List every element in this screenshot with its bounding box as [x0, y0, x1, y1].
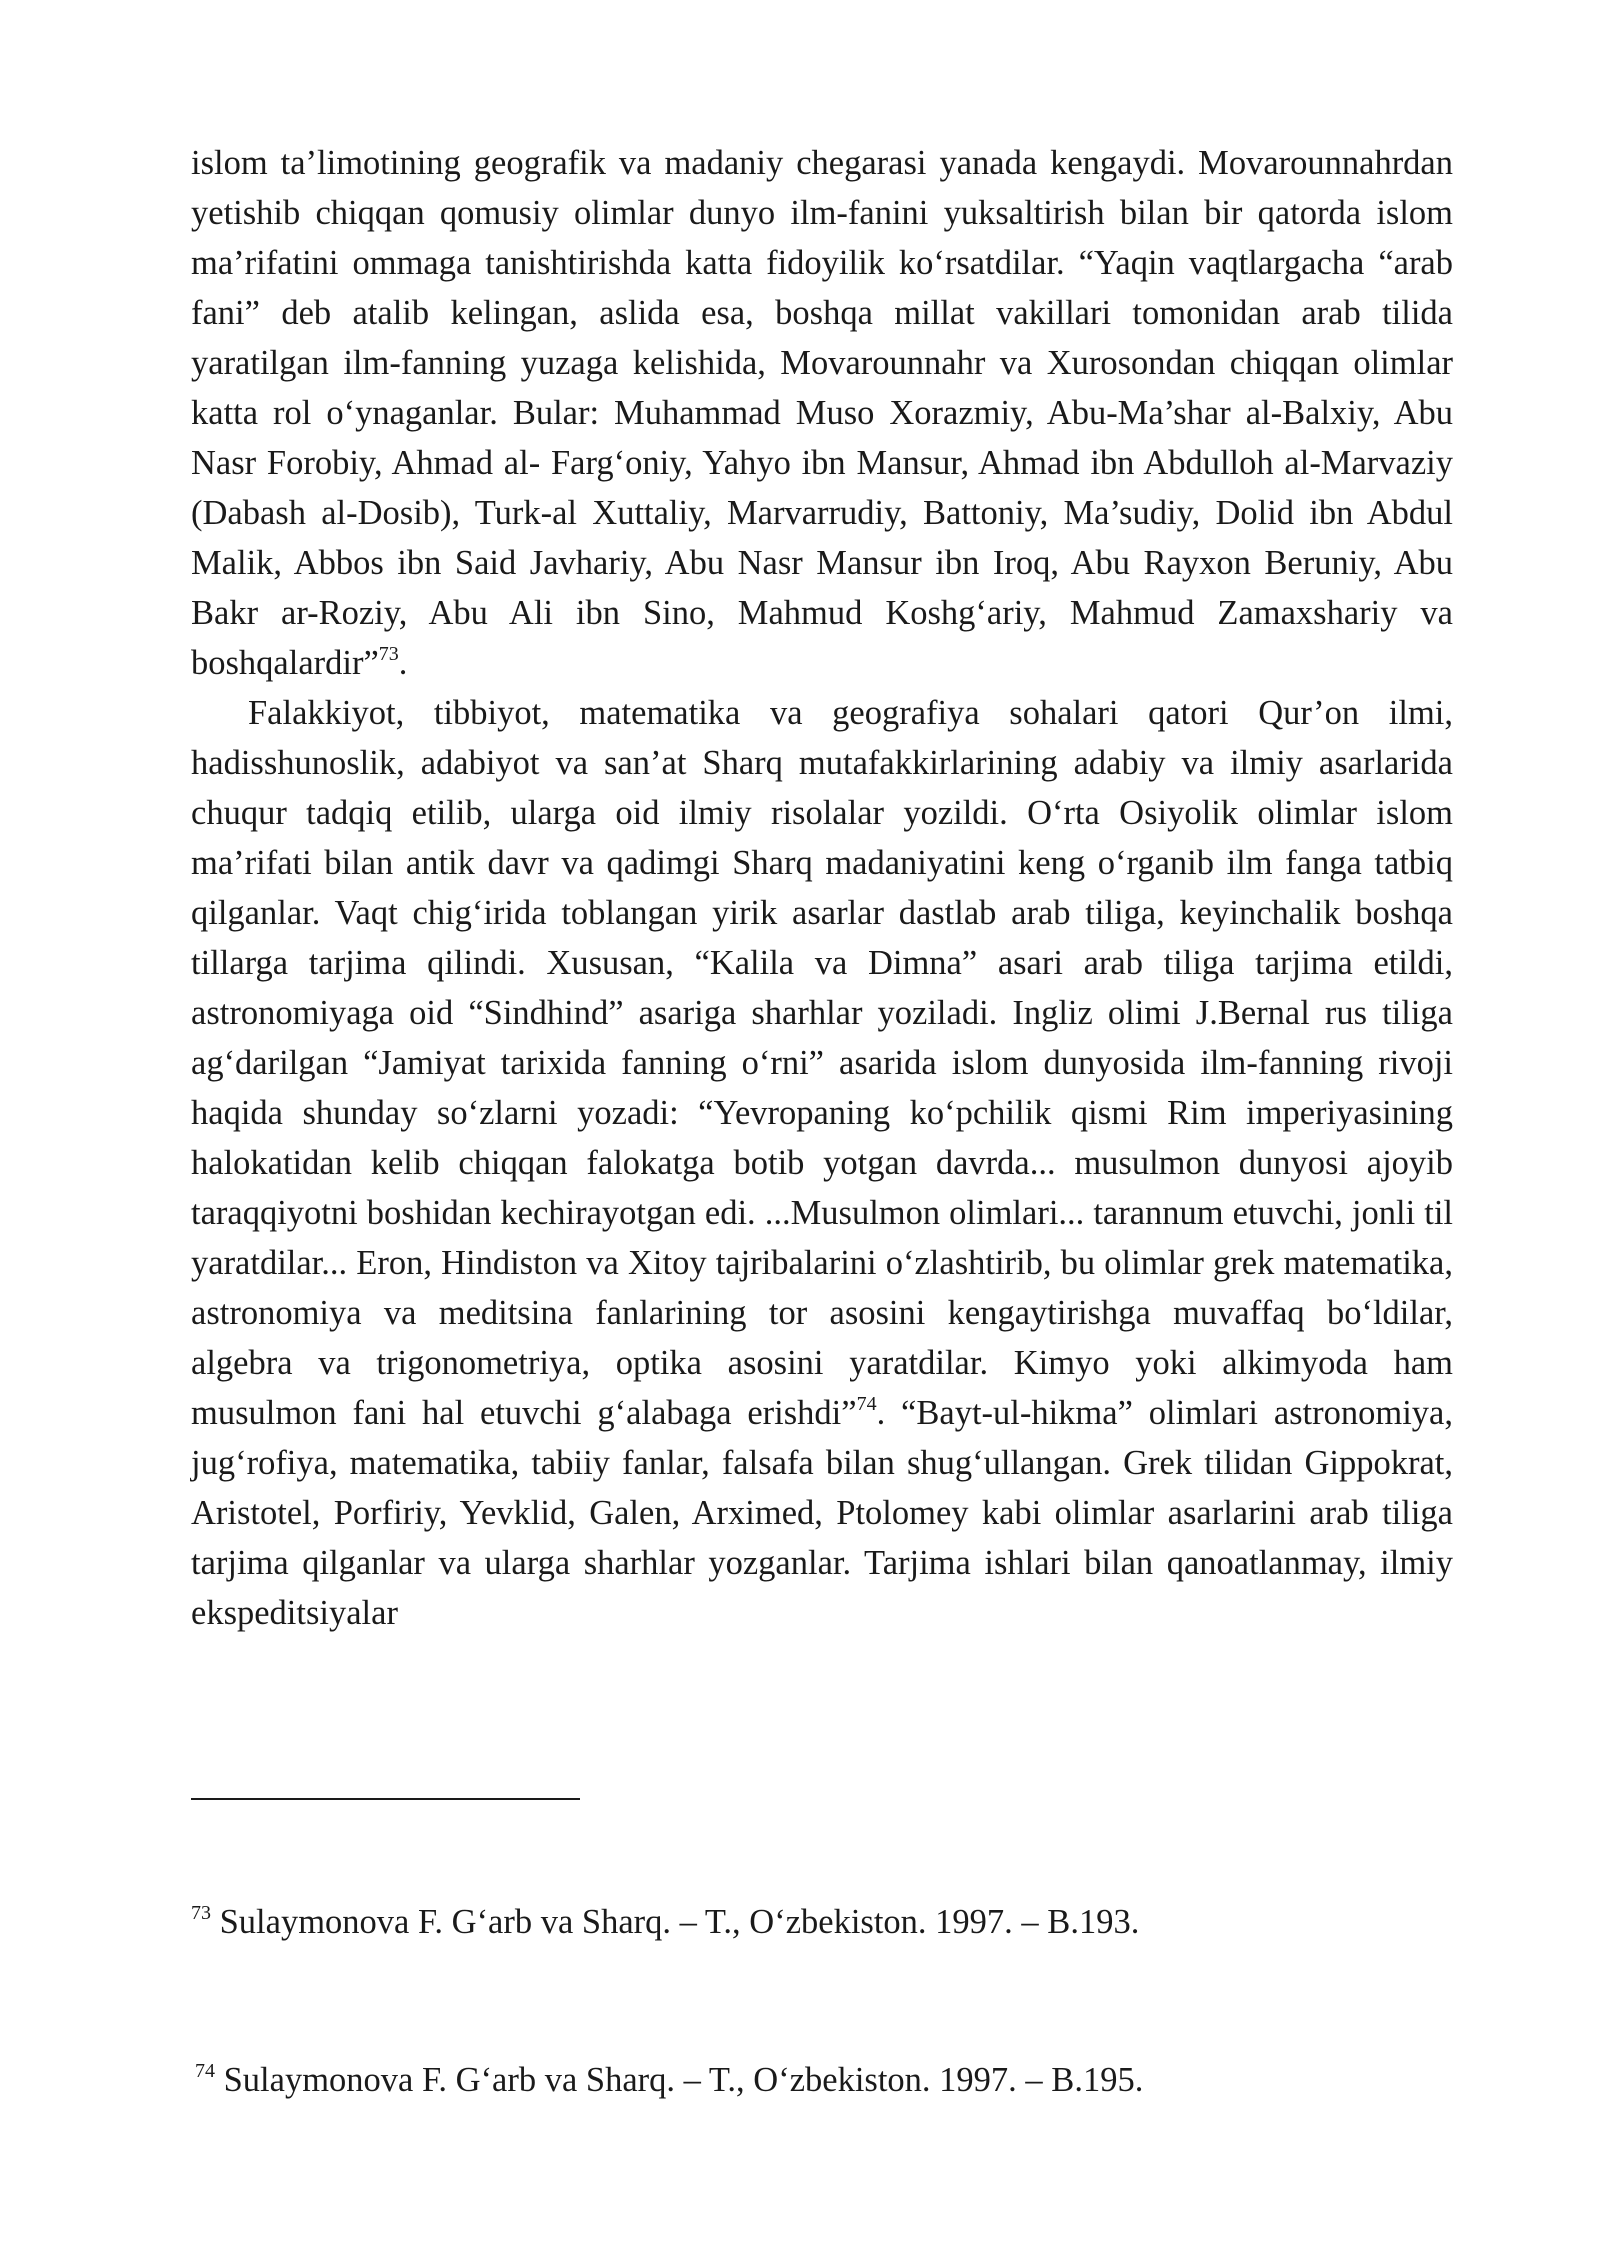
paragraph-1	[191, 138, 1453, 688]
paragraph-text: islom ta’limotining geografik va madaniy chegarasi yanada kengaydi. Movarounnahrdan yetishib chiqqan qomusiy olimlar dunyo ilm-fanini yuksaltirish bilan bir qatorda islom ma’rifatini ommaga tanishtirishda katta fidoyilik ko‘rsatdilar. “Yaqin vaqtlargacha “arab fani” deb atalib kelingan, aslida esa, boshqa millat vakillari tomonidan arab tilida yaratilgan ilm-fanning yuzaga kelishida, Movarounnahr va Xurosondan chiqqan olimlar katta rol o‘ynaganlar. Bular: Muhammad Muso Xorazmiy, Abu-Ma’shar al-Balxiy, Abu Nasr Forobiy, Ahmad al- Farg‘oniy, Yahyo ibn Mansur, Ahmad ibn Abdulloh al-Marvaziy (Dabash al-Dosib), Turk-al Xuttaliy, Marvarrudiy, Battoniy, Ma’sudiy, Dolid ibn Abdul Malik, Abbos ibn Said Javhariy, Abu Nasr Mansur ibn Iroq, Abu Rayxon Beruniy, Abu Bakr ar-Roziy, Abu Ali ibn Sino, Mahmud Koshg‘ariy, Mahmud Zamaxshariy va boshqalardir”	[191, 144, 1453, 682]
paragraph-text: Falakkiyot, tibbiyot, matematika va geografiya sohalari qatori Qur’on ilmi, hadisshunoslik, adabiyot va san’at Sharq mutafakkirlarining adabiy va ilmiy asarlarida chuqur tadqiq etilib, ularga oid ilmiy risolalar yozildi. O‘rta Osiyolik olimlar islom ma’rifati bilan antik davr va qadimgi Sharq madaniyatini keng o‘rganib ilm fanga tatbiq qilganlar. Vaqt chig‘irida toblangan yirik asarlar dastlab arab tiliga, keyinchalik boshqa tillarga tarjima qilindi. Xususan, “Kalila va Dimna” asari arab tiliga tarjima etildi, astronomiyaga oid “Sindhind” asariga sharhlar yoziladi. Ingliz olimi J.Bernal rus tiliga ag‘darilgan “Jamiyat tarixida fanning o‘rni” asarida islom dunyosida ilm-fanning rivoji haqida shunday so‘zlarni yozadi: “Yevropaning ko‘pchilik qismi Rim imperiyasining halokatidan kelib chiqqan falokatga botib yotgan davrda... musulmon dunyosi ajoyib taraqqiyotni boshidan kechirayotgan edi. ...Musulmon olimlari... tarannum etuvchi, jonli til yaratdilar... Eron, Hindiston va Xitoy tajribalarini o‘zlashtirib, bu olimlar grek matematika, astronomiya va meditsina fanlarining tor asosini kengaytirishga muvaffaq bo‘ldilar, algebra va trigonometriya, optika asosini yaratdilar. Kimyo yoki alkimyoda ham musulmon fani hal etuvchi g‘alabaga erishdi”	[191, 694, 1453, 1432]
footnote-text: Sulaymonova F. G‘arb va Sharq. – T., O‘zbekiston. 1997. – B.193.	[211, 1903, 1140, 1941]
body-text	[191, 138, 1453, 1638]
footnote-number: 74	[195, 2060, 215, 2082]
paragraph-text: .	[398, 644, 408, 682]
paragraph-2	[191, 688, 1453, 1638]
footnote-separator	[191, 1798, 580, 1800]
footnote-number: 73	[191, 1902, 211, 1924]
footnote-ref-73[interactable]: 73	[378, 643, 399, 665]
footnote-text: Sulaymonova F. G‘arb va Sharq. – T., O‘zbekiston. 1997. – B.195.	[215, 2061, 1144, 2099]
footnote-74	[195, 2058, 1143, 2102]
footnote-73	[191, 1900, 1139, 1944]
footnote-ref-74[interactable]: 74	[856, 1393, 877, 1415]
paragraph-text: . “Bayt-ul-hikma” olimlari astronomiya, jug‘rofiya, matematika, tabiiy fanlar, falsafa bilan shug‘ullangan. Grek tilidan Gippokrat, Aristotel, Porfiriy, Yevklid, Galen, Arximed, Ptolomey kabi olimlar asarlarini arab tiliga tarjima qilganlar va ularga sharhlar yozganlar. Tarjima ishlari bilan qanoatlanmay, ilmiy ekspeditsiyalar	[191, 1394, 1453, 1632]
